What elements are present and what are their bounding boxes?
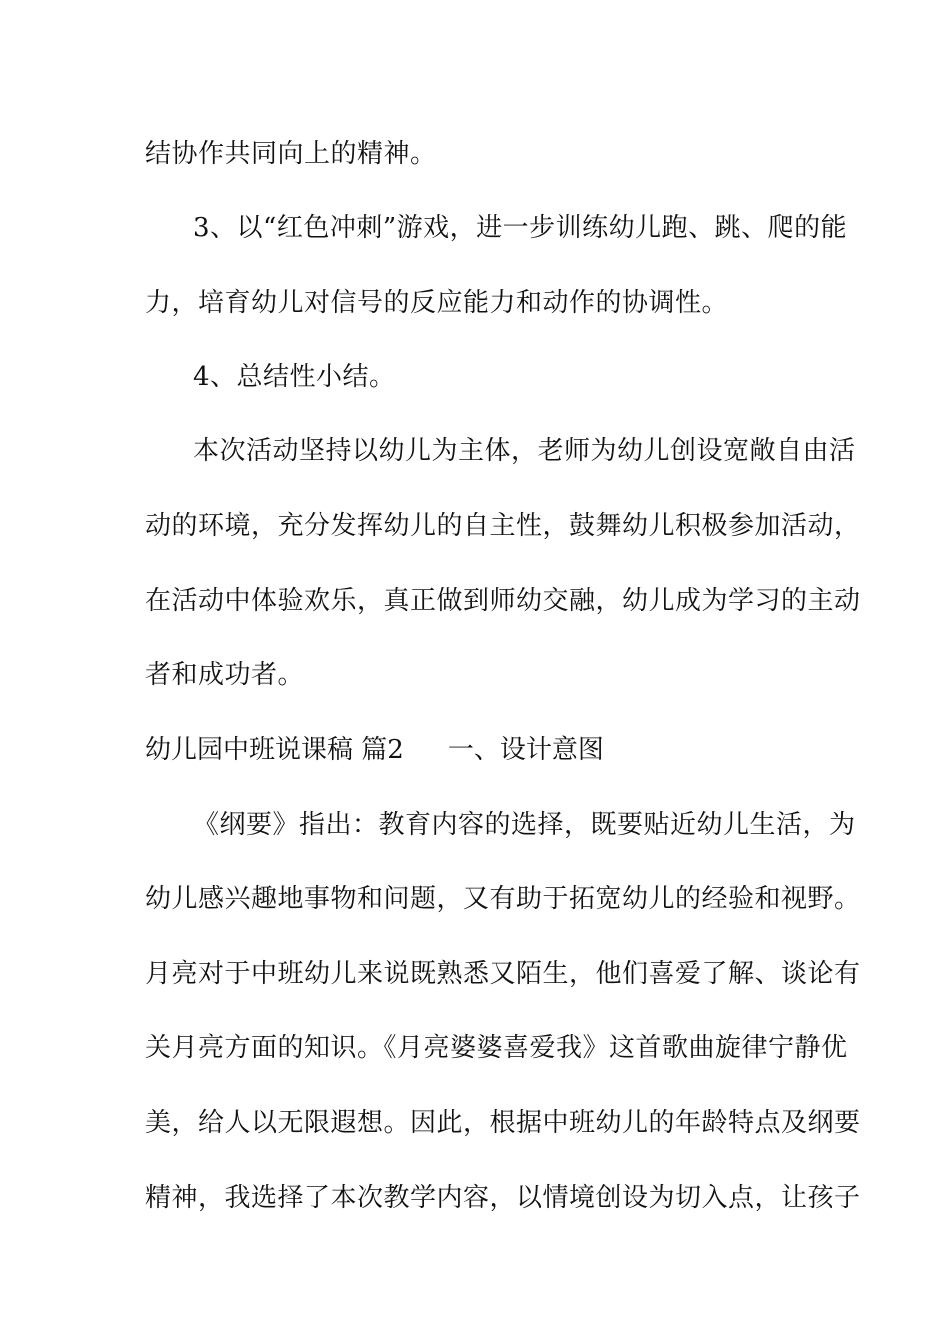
paragraph-line: 者和成功者。: [145, 660, 305, 690]
paragraph-line: 4、总结性小结。: [193, 362, 396, 392]
paragraph-line: 在活动中体验欢乐，真正做到师幼交融，幼儿成为学习的主动: [145, 586, 861, 616]
paragraph-line: 《纲要》指出：教育内容的选择，既要贴近幼儿生活，为: [193, 810, 856, 840]
paragraph-line: 幼儿感兴趣地事物和问题，又有助于拓宽幼儿的经验和视野。: [145, 884, 861, 914]
section-title: 一、设计意图: [447, 735, 604, 765]
section-heading: [145, 732, 604, 768]
paragraph-line: 美，给人以无限遐想。因此，根据中班幼儿的年龄特点及纲要: [145, 1108, 861, 1138]
document-title: 幼儿园中班说课稿 篇2: [145, 735, 404, 765]
paragraph-line: 结协作共同向上的精神。: [145, 139, 437, 169]
paragraph-line: 关月亮方面的知识。《月亮婆婆喜爱我》这首歌曲旋律宁静优: [145, 1033, 848, 1063]
paragraph-line: 本次活动坚持以幼儿为主体，老师为幼儿创设宽敞自由活: [193, 436, 856, 466]
paragraph-line: 精神，我选择了本次教学内容，以情境创设为切入点，让孩子: [145, 1183, 861, 1213]
paragraph-line: 3、以“红色冲刺”游戏，进一步训练幼儿跑、跳、爬的能: [193, 213, 848, 243]
paragraph-line: 月亮对于中班幼儿来说既熟悉又陌生，他们喜爱了解、谈论有: [145, 959, 861, 989]
paragraph-line: 力，培育幼儿对信号的反应能力和动作的协调性。: [145, 288, 729, 318]
paragraph-line: 动的环境，充分发挥幼儿的自主性，鼓舞幼儿积极参加活动，: [145, 511, 861, 541]
